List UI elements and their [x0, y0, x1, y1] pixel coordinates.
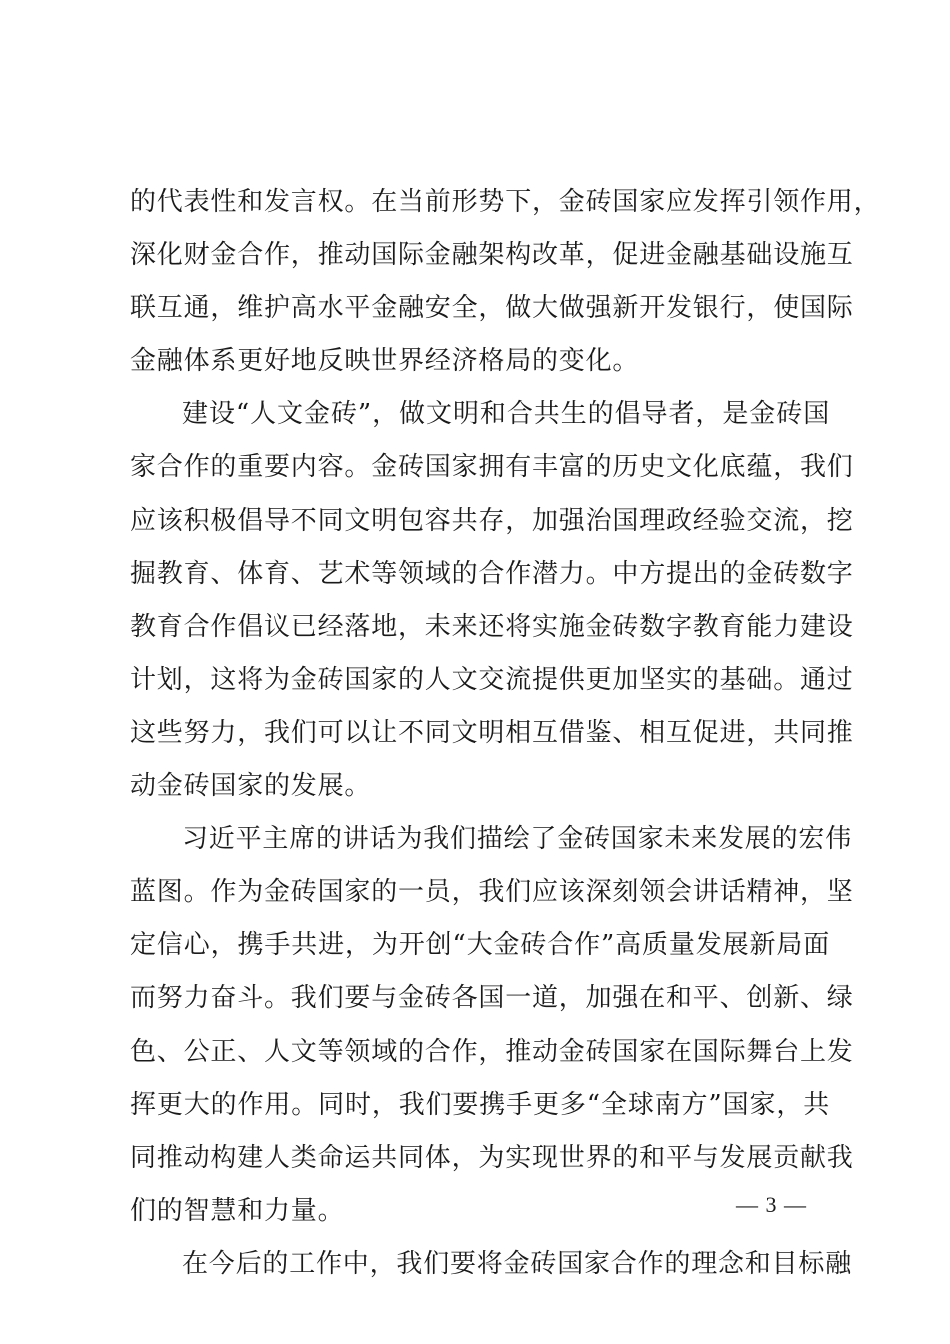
text-line: 定信心，携手共进，为开创“大金砖合作”高质量发展新局面	[130, 930, 830, 961]
text-line: 色、公正、人文等领域的合作，推动金砖国家在国际舞台上发	[130, 1036, 854, 1067]
text-line: 金融体系更好地反映世界经济格局的变化。	[130, 346, 640, 377]
text-line: 在今后的工作中，我们要将金砖国家合作的理念和目标融	[182, 1248, 853, 1279]
text-line: 而努力奋斗。我们要与金砖各国一道，加强在和平、创新、绿	[130, 983, 854, 1014]
text-line: 们的智慧和力量。	[130, 1195, 345, 1226]
page-body-text	[130, 176, 881, 1291]
text-line: 教育合作倡议已经落地，未来还将实施金砖数字教育能力建设	[130, 611, 854, 642]
text-line: 深化财金合作，推动国际金融架构改革，促进金融基础设施互	[130, 240, 854, 271]
text-line: 的代表性和发言权。在当前形势下，金砖国家应发挥引领作用，	[130, 187, 881, 217]
text-line: 家合作的重要内容。金砖国家拥有丰富的历史文化底蕴，我们	[130, 452, 854, 483]
text-line: 挥更大的作用。同时，我们要携手更多“全球南方”国家，共	[130, 1089, 830, 1120]
page-number: — 3 —	[736, 1192, 807, 1217]
text-line: 蓝图。作为金砖国家的一员，我们应该深刻领会讲话精神，坚	[130, 877, 854, 908]
text-line: 建设“人文金砖”，做文明和合共生的倡导者，是金砖国	[182, 399, 830, 430]
text-line: 习近平主席的讲话为我们描绘了金砖国家未来发展的宏伟	[182, 824, 853, 855]
text-line: 掘教育、体育、艺术等领域的合作潜力。中方提出的金砖数字	[130, 558, 854, 589]
text-line: 动金砖国家的发展。	[130, 771, 372, 802]
text-line: 这些努力，我们可以让不同文明相互借鉴、相互促进，共同推	[130, 717, 854, 748]
text-line: 联互通，维护高水平金融安全，做大做强新开发银行，使国际	[130, 293, 854, 324]
text-line: 同推动构建人类命运共同体，为实现世界的和平与发展贡献我	[130, 1142, 854, 1173]
text-line: 计划，这将为金砖国家的人文交流提供更加坚实的基础。通过	[130, 664, 854, 695]
text-line: 应该积极倡导不同文明包容共存，加强治国理政经验交流，挖	[130, 505, 854, 536]
